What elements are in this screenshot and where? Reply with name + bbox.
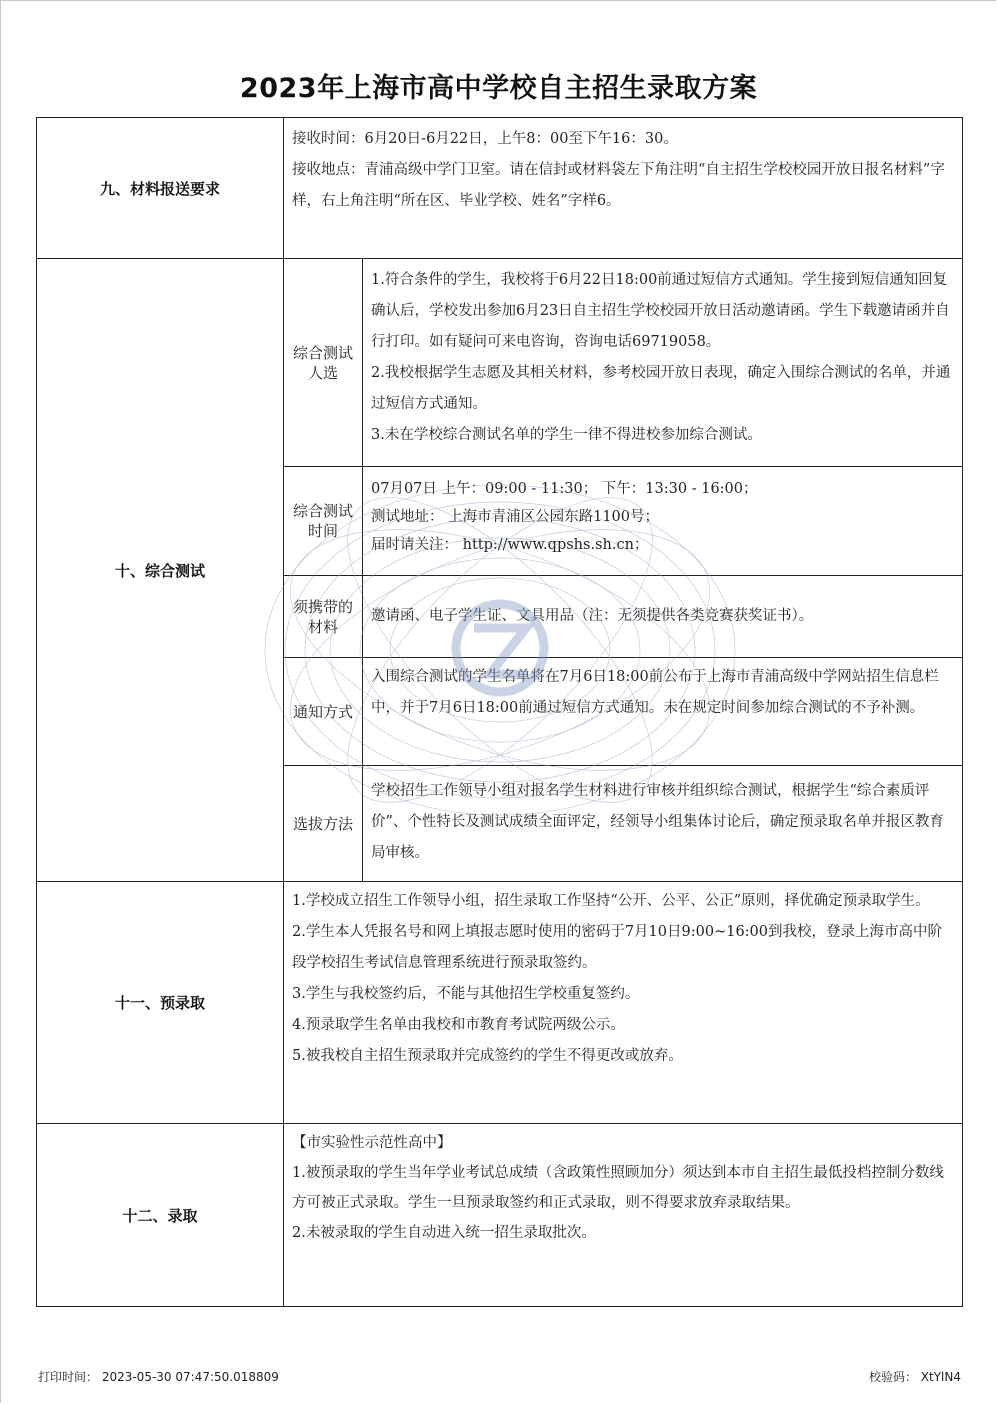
- admission-content: [284, 1124, 963, 1307]
- pre-admission-line: 4.预录取学生名单由我校和市教育考试院两级公示。: [292, 1017, 625, 1033]
- selection-content: [363, 259, 963, 467]
- carry-materials-content: [363, 576, 963, 658]
- method-content: [363, 766, 963, 882]
- carry-materials-line: 邀请函、电子学生证、文具用品（注：无须提供各类竞赛获奖证书）。: [371, 608, 814, 624]
- pre-admission-line: 5.被我校自主招生预录取并完成签约的学生不得更改或放弃。: [292, 1048, 683, 1064]
- page-title: 2023年上海市高中学校自主招生录取方案: [239, 73, 758, 104]
- admission-plan-table: [36, 117, 963, 1307]
- section-label-admission: 十二、录取: [37, 1124, 284, 1307]
- notice-content: [363, 658, 963, 766]
- print-time: 打印时间： 2023-05-30 07:47:50.018809: [38, 1370, 279, 1384]
- materials-line: 接收时间：6月20日-6月22日，上午8：00至下午16：30。: [292, 131, 678, 147]
- pre-admission-line: 2.学生本人凭报名号和网上填报志愿时使用的密码于7月10日9:00~16:00到我校，登录上海市高中阶段学校招生考试信息管理系统进行预录取签约。: [292, 924, 943, 971]
- row-admission: [37, 1124, 963, 1307]
- row-materials: [37, 118, 963, 259]
- pre-admission-content: [284, 882, 963, 1124]
- selection-line: 2.我校根据学生志愿及其相关材料，参考校园开放日表现，确定入围综合测试的名单，并通过短信方式通知。: [371, 365, 951, 412]
- materials-content: [284, 118, 963, 259]
- selection-line: 3.未在学校综合测试名单的学生一律不得进校参加综合测试。: [371, 427, 762, 443]
- admission-line: 【市实验性示范性高中】: [292, 1135, 452, 1151]
- sub-label-notice: 通知方式: [284, 658, 363, 766]
- selection-line: 1.符合条件的学生，我校将于6月22日18:00前通过短信方式通知。学生接到短信通知回复确认后，学校发出参加6月23日自主招生学校校园开放日活动邀请函。学生下载邀请函并自行打印。如有疑问可来电咨询，咨询电话69719058。: [371, 272, 950, 350]
- pre-admission-line: 1.学校成立招生工作领导小组，招生录取工作坚持“公开、公平、公正”原则，择优确定预录取学生。: [292, 893, 930, 909]
- sub-label-time: 综合测试时间: [284, 467, 363, 576]
- section-label-materials: 九、材料报送要求: [37, 118, 284, 259]
- time-line: 07月07日 上午：09:00 - 11:30； 下午：13:30 - 16:00；: [371, 481, 758, 497]
- time-line: 届时请关注： http://www.qpshs.sh.cn；: [371, 537, 649, 553]
- time-content: [363, 467, 963, 576]
- sub-label-method: 选拔方法: [284, 766, 363, 882]
- verification-code: 校验码： XtYlN4: [868, 1370, 961, 1384]
- admission-line: 2.未被录取的学生自动进入统一招生录取批次。: [292, 1225, 596, 1241]
- row-pre-admission: [37, 882, 963, 1124]
- pre-admission-line: 3.学生与我校签约后，不能与其他招生学校重复签约。: [292, 986, 640, 1002]
- section-label-pre-admission: 十一、预录取: [37, 882, 284, 1124]
- sub-label-selection: 综合测试人选: [284, 259, 363, 467]
- method-line: 学校招生工作领导小组对报名学生材料进行审核并组织综合测试，根据学生“综合素质评价”、个性特长及测试成绩全面评定，经领导小组集体讨论后，确定预录取名单并报区教育局审核。: [371, 783, 944, 861]
- time-line: 测试地址： 上海市青浦区公园东路1100号；: [371, 509, 660, 525]
- materials-line: 接收地点：青浦高级中学门卫室。请在信封或材料袋左下角注明“自主招生学校校园开放日报名材料”字样，右上角注明“所在区、毕业学校、姓名”字样6。: [292, 162, 945, 209]
- notice-line: 入围综合测试的学生名单将在7月6日18:00前公布于上海市青浦高级中学网站招生信息栏中，并于7月6日18:00前通过短信方式通知。未在规定时间参加综合测试的不予补测。: [371, 669, 939, 716]
- section-label-test: 十、综合测试: [37, 259, 284, 882]
- sub-label-carry-materials: 须携带的材料: [284, 576, 363, 658]
- admission-line: 1.被预录取的学生当年学业考试总成绩（含政策性照顾加分）须达到本市自主招生最低投档控制分数线方可被正式录取。学生一旦预录取签约和正式录取，则不得要求放弃录取结果。: [292, 1165, 944, 1211]
- row-test-selection: [37, 259, 963, 467]
